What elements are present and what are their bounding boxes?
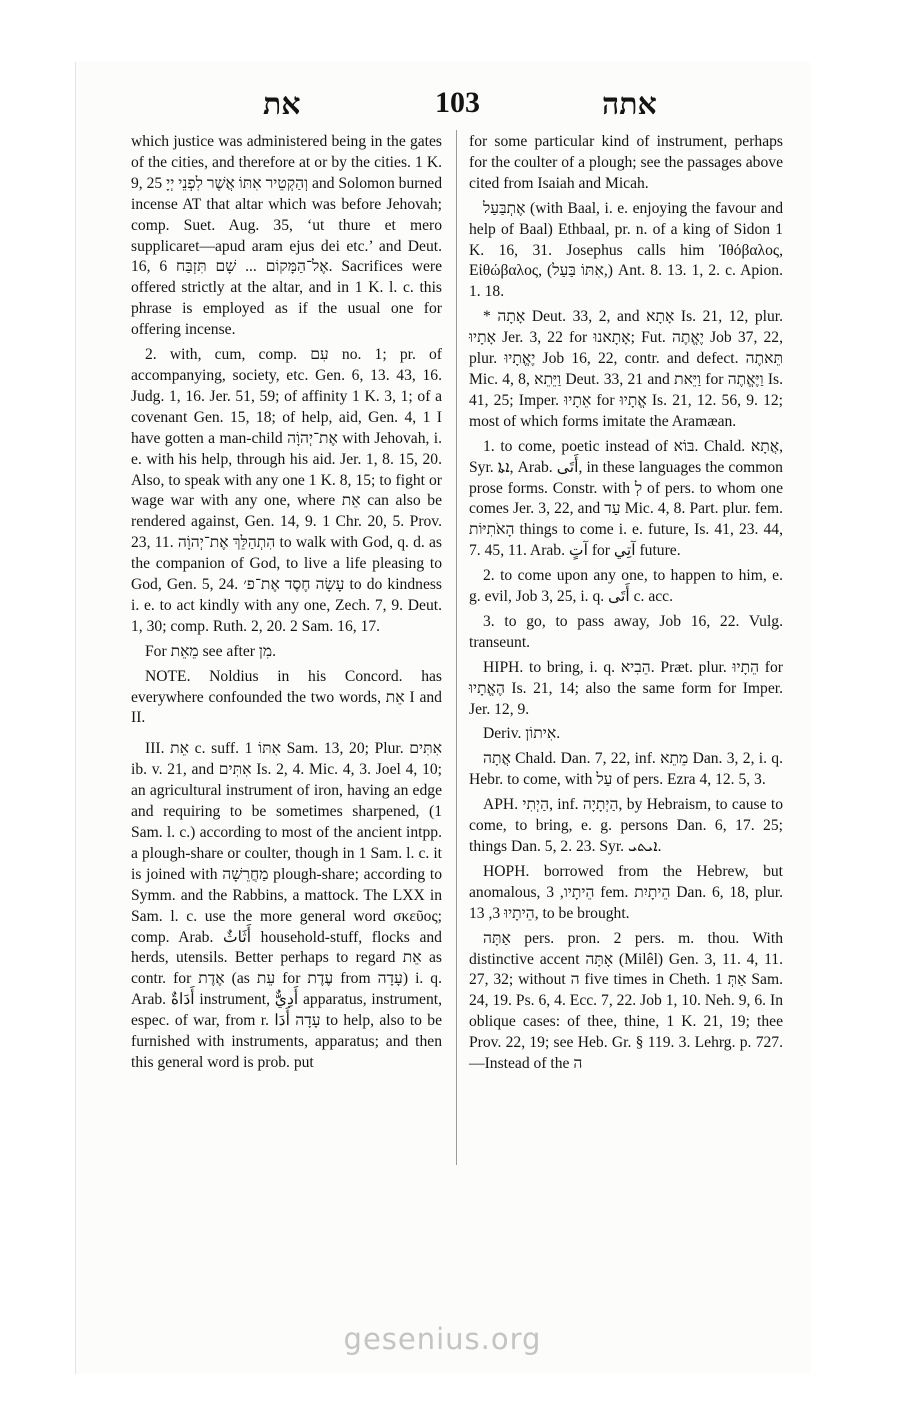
entry-paragraph: For מֵאֵת see after מִן. xyxy=(145,642,276,660)
left-column xyxy=(131,132,442,1078)
entry-paragraph: for some particular kind of instrument, perhaps for the coulter of a plough; see the passages above cited from Isaiah and Micah. xyxy=(469,133,783,192)
site-watermark: gesenius.org xyxy=(343,1322,542,1356)
entry-paragraph: אֲתָה Chald. Dan. 7, 22, inf. מֵתֵא Dan. 3, 2, i. q. Hebr. to come, with עַל of pers. Ezra 4, 12. 5, 3. xyxy=(469,750,784,789)
entry-paragraph: אַתָּה pers. pron. 2 pers. m. thou. With distinctive accent אָתָּה (Milêl) Gen. 3, 11. 4, 11. 27, 32; without ה five times in Cheth. אַתְּ 1 Sam. 24, 19. Ps. 6, 4. Ecc. 7, 22. Job 1, 10. Neh. 9, 6. In oblique cases: of thee, thine, 1 K. 21, 19; thee Prov. 22, 19; see Heb. Gr. § 119. 3. Lehrg. p. 727.—Instead of the ה xyxy=(469,929,784,1073)
page-edge xyxy=(75,62,76,1374)
right-column xyxy=(469,132,783,1079)
entry-paragraph: אֶתְבַּעַל (with Baal, i. e. enjoying the favour and help of Baal) Ethbaal, pr. n. of a king of Sidon 1 K. 16, 31. Josephus calls him Ἰθόβαλος, Εἰθώβαλος, (אִתּוֹ בַּעַל,) Ant. 8. 13. 1, 2. c. Apion. 1. 18. xyxy=(469,199,784,301)
entry-paragraph: 2. with, cum, comp. עִם no. 1; pr. of accompanying, society, etc. Gen. 6, 13. 43, 16. Judg. 1, 16. Jer. 51, 59; of affinity 1 K. 3, 1; of a covenant Gen. 15, 18; of help, aid, Gen. 4, 1 I have gotten a man-child אֶת־יְהוָֹה with Jehovah, i. e. with his help, through his aid. Jer. 1, 8. 15, 20. Also, to speak with any one 1 K. 8, 15; to fight or wage war with any one, where אֵת can also be rendered against, Gen. 14, 9. 1 Chr. 20, 5. Prov. 23, 11. הִתְהַלֵּךְ אֶת־יְהוָֹה to walk with God, q. d. as the companion of God, to live a life pleasing to God, Gen. 5, 24. עָשָׂה חֶסֶד אֶת־פ׳ to do kindness i. e. to act kindly with any one, Zech. 7, 9. Deut. 1, 30; comp. Ruth. 2, 20. 2 Sam. 16, 17. xyxy=(131,346,443,635)
header-left-catchword: את xyxy=(263,88,301,121)
entry-paragraph: * אָתָה Deut. 33, 2, and אָתָא Is. 21, 12, plur. אָתָיוּ Jer. 3, 22 for אָתָאנוּ; Fut. יֶאֱתֶה Job 37, 22, plur. יֶאֱתָיוּ Job 16, 22, contr. and defect. תֵּאתֶה Mic. 4, 8, וַיֵּתֵא Deut. 33, 21 and וַיֵּאת for וַיֶּאֱתֶה Is. 41, 25; Imper. אֵתָיוּ for אֱתָיוּ Is. 21, 12. 56, 9. 12; most of which forms imitate the Aramæan. xyxy=(469,308,784,430)
entry-paragraph: 1. to come, poetic instead of בּוֹא. Chald. אֲתָא, Syr. ܐܬܐ, Arab. أَتَى, in these languages the common prose forms. Constr. with לְ of pers. to whom one comes Jer. 3, 22, and עַד Mic. 4, 8. Part. plur. fem. הָאֹתִיּוֹת things to come i. e. future, Is. 41, 23. 44, 7. 45, 11. Arab. آتٍ for آتِي future. xyxy=(469,437,783,560)
entry-paragraph: which justice was administered being in the gates of the cities, and therefore at or by the cities. 1 K. 9, 25 וְהַקְטֵיר אִתּוֹ אֲשֶׁר לִפְנֵי יְיָ and Solomon burned incense AT that altar which was before Jehovah; comp. Suet. Aug. 35, ‘ut thure et mero supplicaret—apud aram ejus dei etc.’ and Deut. 16, 6 אֶל־הַמָּקוֹם ... שָׁם תִּזְבַּח. Sacrifices were offered strictly at the altar, and in 1 K. l. c. this phrase is employed as if the usual one for offering incense. xyxy=(131,133,443,339)
entry-paragraph: 3. to go, to pass away, Job 16, 22. Vulg. transeunt. xyxy=(469,612,783,651)
entry-paragraph: Deriv. אִיתוֹן. xyxy=(483,725,561,743)
entry-paragraph: HIPH. to bring, i. q. הֵבִיא. Præt. plur. הֵתָיוּ for הֶאֱתָיוּ Is. 21, 14; also the same form for Imper. Jer. 12, 9. xyxy=(469,658,783,718)
column-divider xyxy=(456,130,457,1165)
entry-paragraph: APH. הַיְתִי, inf. הַיְתָיָה, by Hebraism, to cause to come, to bring, e. g. persons Dan. 6, 17. 25; things Dan. 5, 2. 23. Syr. ܐܝܬܝ. xyxy=(469,796,783,855)
dictionary-page xyxy=(75,62,810,1374)
entry-paragraph: HOPH. borrowed from the Hebrew, but anomalous, הֵיתָיו, 3 fem. הֵיתָיִת Dan. 6, 18, plur. הֵיתָיוּ 3, 13, to be brought. xyxy=(469,862,783,922)
header-right-catchword: אתה xyxy=(602,88,657,121)
note-paragraph: NOTE. Noldius in his Concord. has everywhere confounded the two words, אֵת I and II. xyxy=(131,667,442,727)
entry-paragraph: III. אֵת c. suff. אִתּוֹ 1 Sam. 13, 20; Plur. אִתִּים ib. v. 21, and אִתִּים Is. 2, 4. Mic. 4, 3. Joel 4, 10; an agricultural instrument of iron, having an edge and requiring to be sometimes sharpened, (1 Sam. l. c.) according to most of the ancient intpp. a plough-share or coulter, though in 1 Sam. l. c. it is joined with מַחֲרֵשָׁה plough-share; according to Symm. and the Rabbins, a mattock. The LXX in Sam. l. c. use the more general word σκεῦος; comp. Arab. أَثَاثٌ household-stuff, flocks and herds, utensils. Better perhaps to regard אֵת as contr. for אֶדֶת (as עֵת for עֶדֶת from עָדָה) i. q. Arab. أَدَاةٌ instrument, أَدِيٌّ apparatus, instrument, espec. of war, from r. עָדָה أَدَا to help, also to be furnished with instruments, apparatus; and then this general word is prob. put xyxy=(131,740,443,1071)
entry-paragraph: 2. to come upon any one, to happen to him, e. g. evil, Job 3, 25, i. q. أَتَى c. acc. xyxy=(469,567,783,606)
page-header xyxy=(75,86,810,126)
page-number: 103 xyxy=(435,86,480,119)
